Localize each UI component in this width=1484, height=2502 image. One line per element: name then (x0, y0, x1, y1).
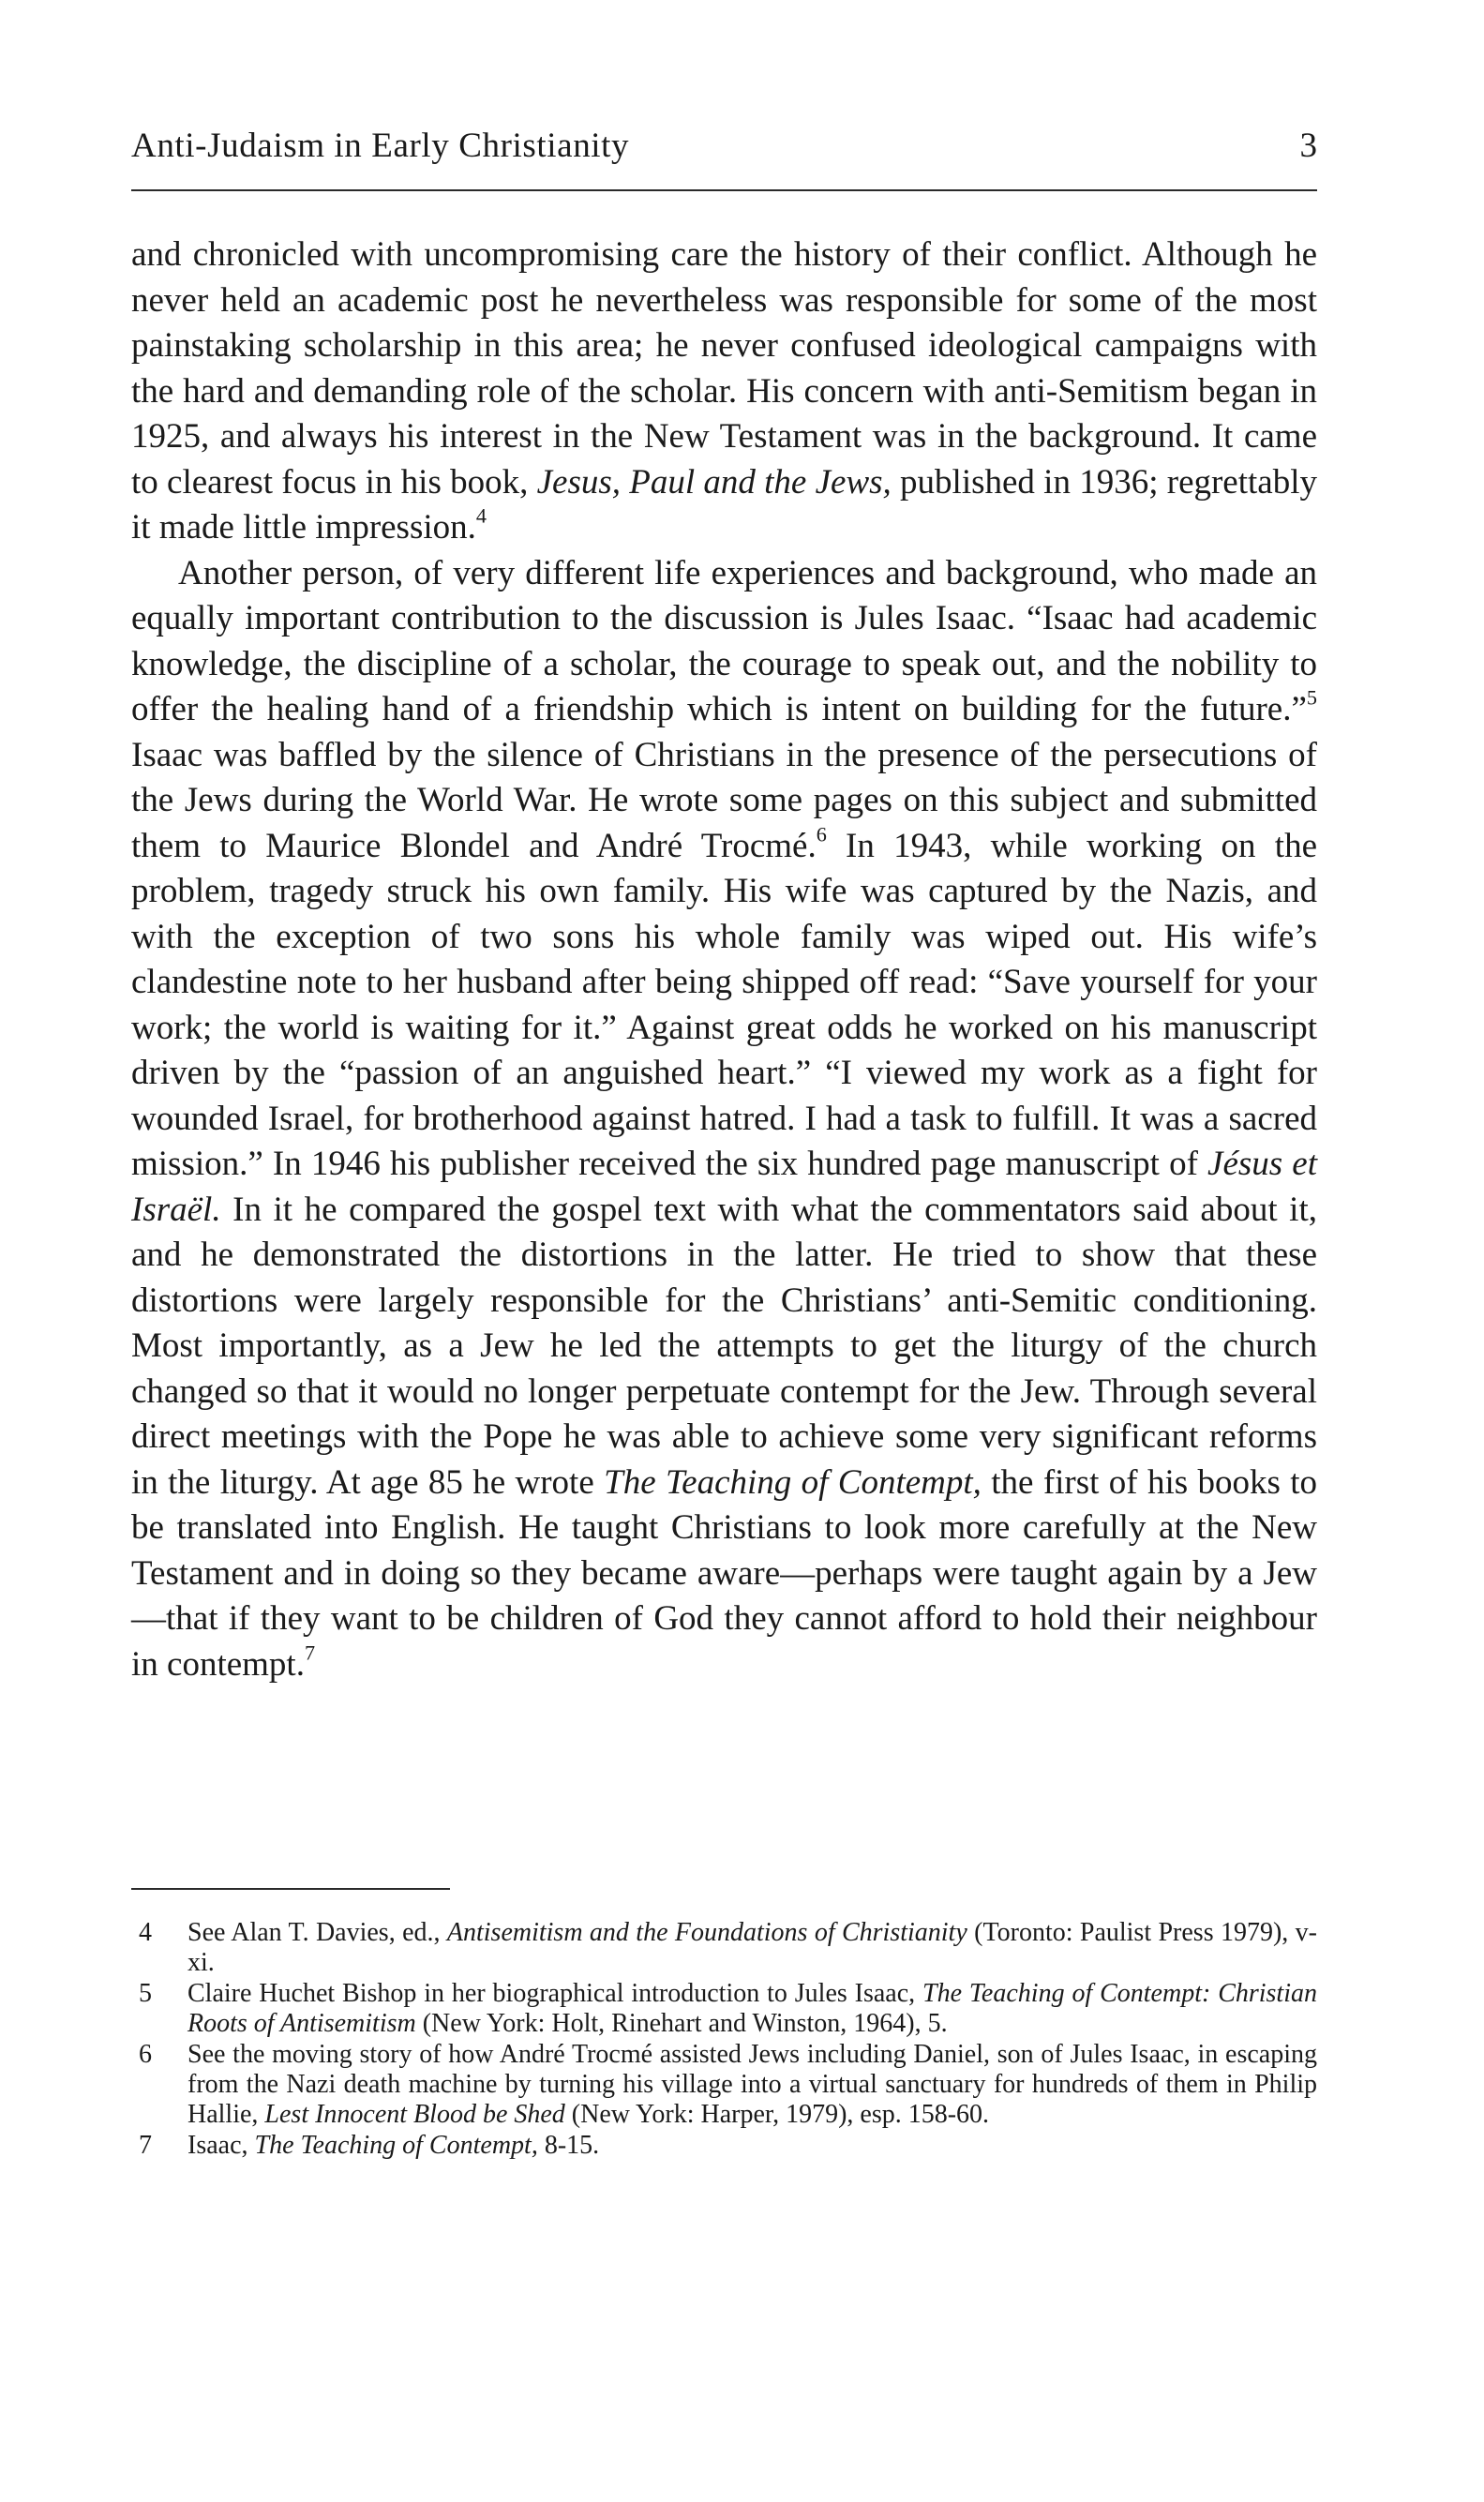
p2-book-title-2: The Teaching of Contempt, (604, 1462, 982, 1502)
footnote-title: The Teaching of Contempt, (254, 2131, 538, 2160)
footnote (131, 2131, 1317, 2161)
footnote (131, 1979, 1317, 2039)
footnote-ref-7: 7 (304, 1640, 316, 1664)
footnote (131, 1918, 1317, 1978)
footnote-title: Lest Innocent Blood be Shed (264, 2100, 565, 2129)
main-text (131, 232, 1317, 1687)
header-rule (131, 189, 1317, 191)
footnote-text: (New York: Holt, Rinehart and Winston, 1964), 5. (415, 2009, 948, 2038)
footnote-ref-4: 4 (475, 503, 487, 528)
p2-text-4: In it he compared the gospel text with what the commentators said about it, and he demonstrated the distortions in the latter. He tried to show that these distortions were largely responsible for the Christians’ anti-Semitic conditioning. Most importantly, as a Jew he led the attempts to get the liturgy of the church changed so that it would no longer perpetuate contempt for the Jew. Through several direct meetings with the Pope he was able to achieve some very significant reforms in the liturgy. At age 85 he wrote (131, 1190, 1317, 1502)
footnote-text: (Toronto: Paulist Press 1979), v-xi. (187, 1918, 1317, 1977)
footnote (131, 2040, 1317, 2130)
footnote-text: 8-15. (537, 2131, 600, 2160)
footnote-number: 6 (139, 2040, 152, 2069)
book-page (131, 0, 1317, 2502)
page-number: 3 (1299, 127, 1317, 165)
p2-book-title-1: Jésus et Israël. (131, 1145, 1317, 1229)
p2-text-2: Isaac was baffled by the silence of Christians in the presence of the persecutions of the Jews during the World War. He wrote some pages on this subject and submitted them to Maurice Blondel and André Trocmé. (131, 735, 1317, 865)
p2-text-1: Another person, of very different life experiences and background, who made an equally important contribution to the discussion is Jules Isaac. “Isaac had academic knowledge, the discipline of a scholar, the courage to speak out, and the nobility to offer the healing hand of a friendship which is intent on building for the future.” (131, 553, 1317, 728)
footnote-number: 4 (139, 1918, 152, 1947)
footnote-rule (131, 1888, 450, 1890)
p2-text-3: In 1943, while working on the problem, tragedy struck his own family. His wife was captured by the Nazis, and with the exception of two sons his whole family was wiped out. His wife’s clandestine note to her husband after being shipped off read: “Save yourself for your work; the world is waiting for it.” Against great odds he worked on his manuscript driven by the “passion of an anguished heart.” “I viewed my work as a fight for wounded Israel, for brotherhood against hatred. I had a task to fulfill. It was a sacred mission.” In 1946 his publisher received the six hundred page manuscript of (131, 826, 1317, 1183)
footnote-text: See Alan T. Davies, ed., (187, 1918, 447, 1947)
footnote-number: 7 (139, 2131, 152, 2160)
paragraph-2 (131, 551, 1317, 1688)
footnote-title: Antisemitism and the Foundations of Christianity (446, 1918, 967, 1947)
running-title: Anti-Judaism in Early Christianity (131, 127, 630, 165)
footnotes (131, 1918, 1317, 2162)
running-header (131, 126, 1317, 171)
footnote-text: See the moving story of how André Trocmé assisted Jews including Daniel, son of Jules Isaac, in escaping from the Nazi death machine by turning his village into a virtual sanctuary for hundreds of them in Philip Hallie, (187, 2040, 1317, 2129)
paragraph-1 (131, 232, 1317, 551)
footnote-number: 5 (139, 1979, 152, 2008)
footnote-title: The Teaching of Contempt: Christian Roots of Antisemitism (187, 1979, 1317, 2038)
footnote-text: (New York: Harper, 1979), esp. 158-60. (564, 2100, 990, 2129)
footnote-text: Claire Huchet Bishop in her biographical introduction to Jules Isaac, (187, 1979, 923, 2008)
footnote-text: Isaac, (187, 2131, 255, 2160)
p2-text-5: the first of his books to be translated into English. He taught Christians to look more carefully at the New Testament and in doing so they became aware—perhaps were taught again by a Jew—that if they want to be children of God they cannot afford to hold their neighbour in contempt. (131, 1462, 1318, 1684)
p1-book-title: Jesus, Paul and the Jews, (536, 462, 892, 502)
p1-text-2: published in 1936; regrettably it made little impression. (131, 462, 1317, 547)
p1-text-1: and chronicled with uncompromising care the history of their conflict. Although he never held an academic post he nevertheless was responsible for some of the most painstaking scholarship in this area; he never confused ideological campaigns with the hard and demanding role of the scholar. His concern with anti-Semitism began in 1925, and always his interest in the New Testament was in the background. It came to clearest focus in his book, (131, 235, 1317, 502)
footnote-ref-5: 5 (1306, 685, 1317, 710)
footnote-ref-6: 6 (816, 821, 827, 846)
